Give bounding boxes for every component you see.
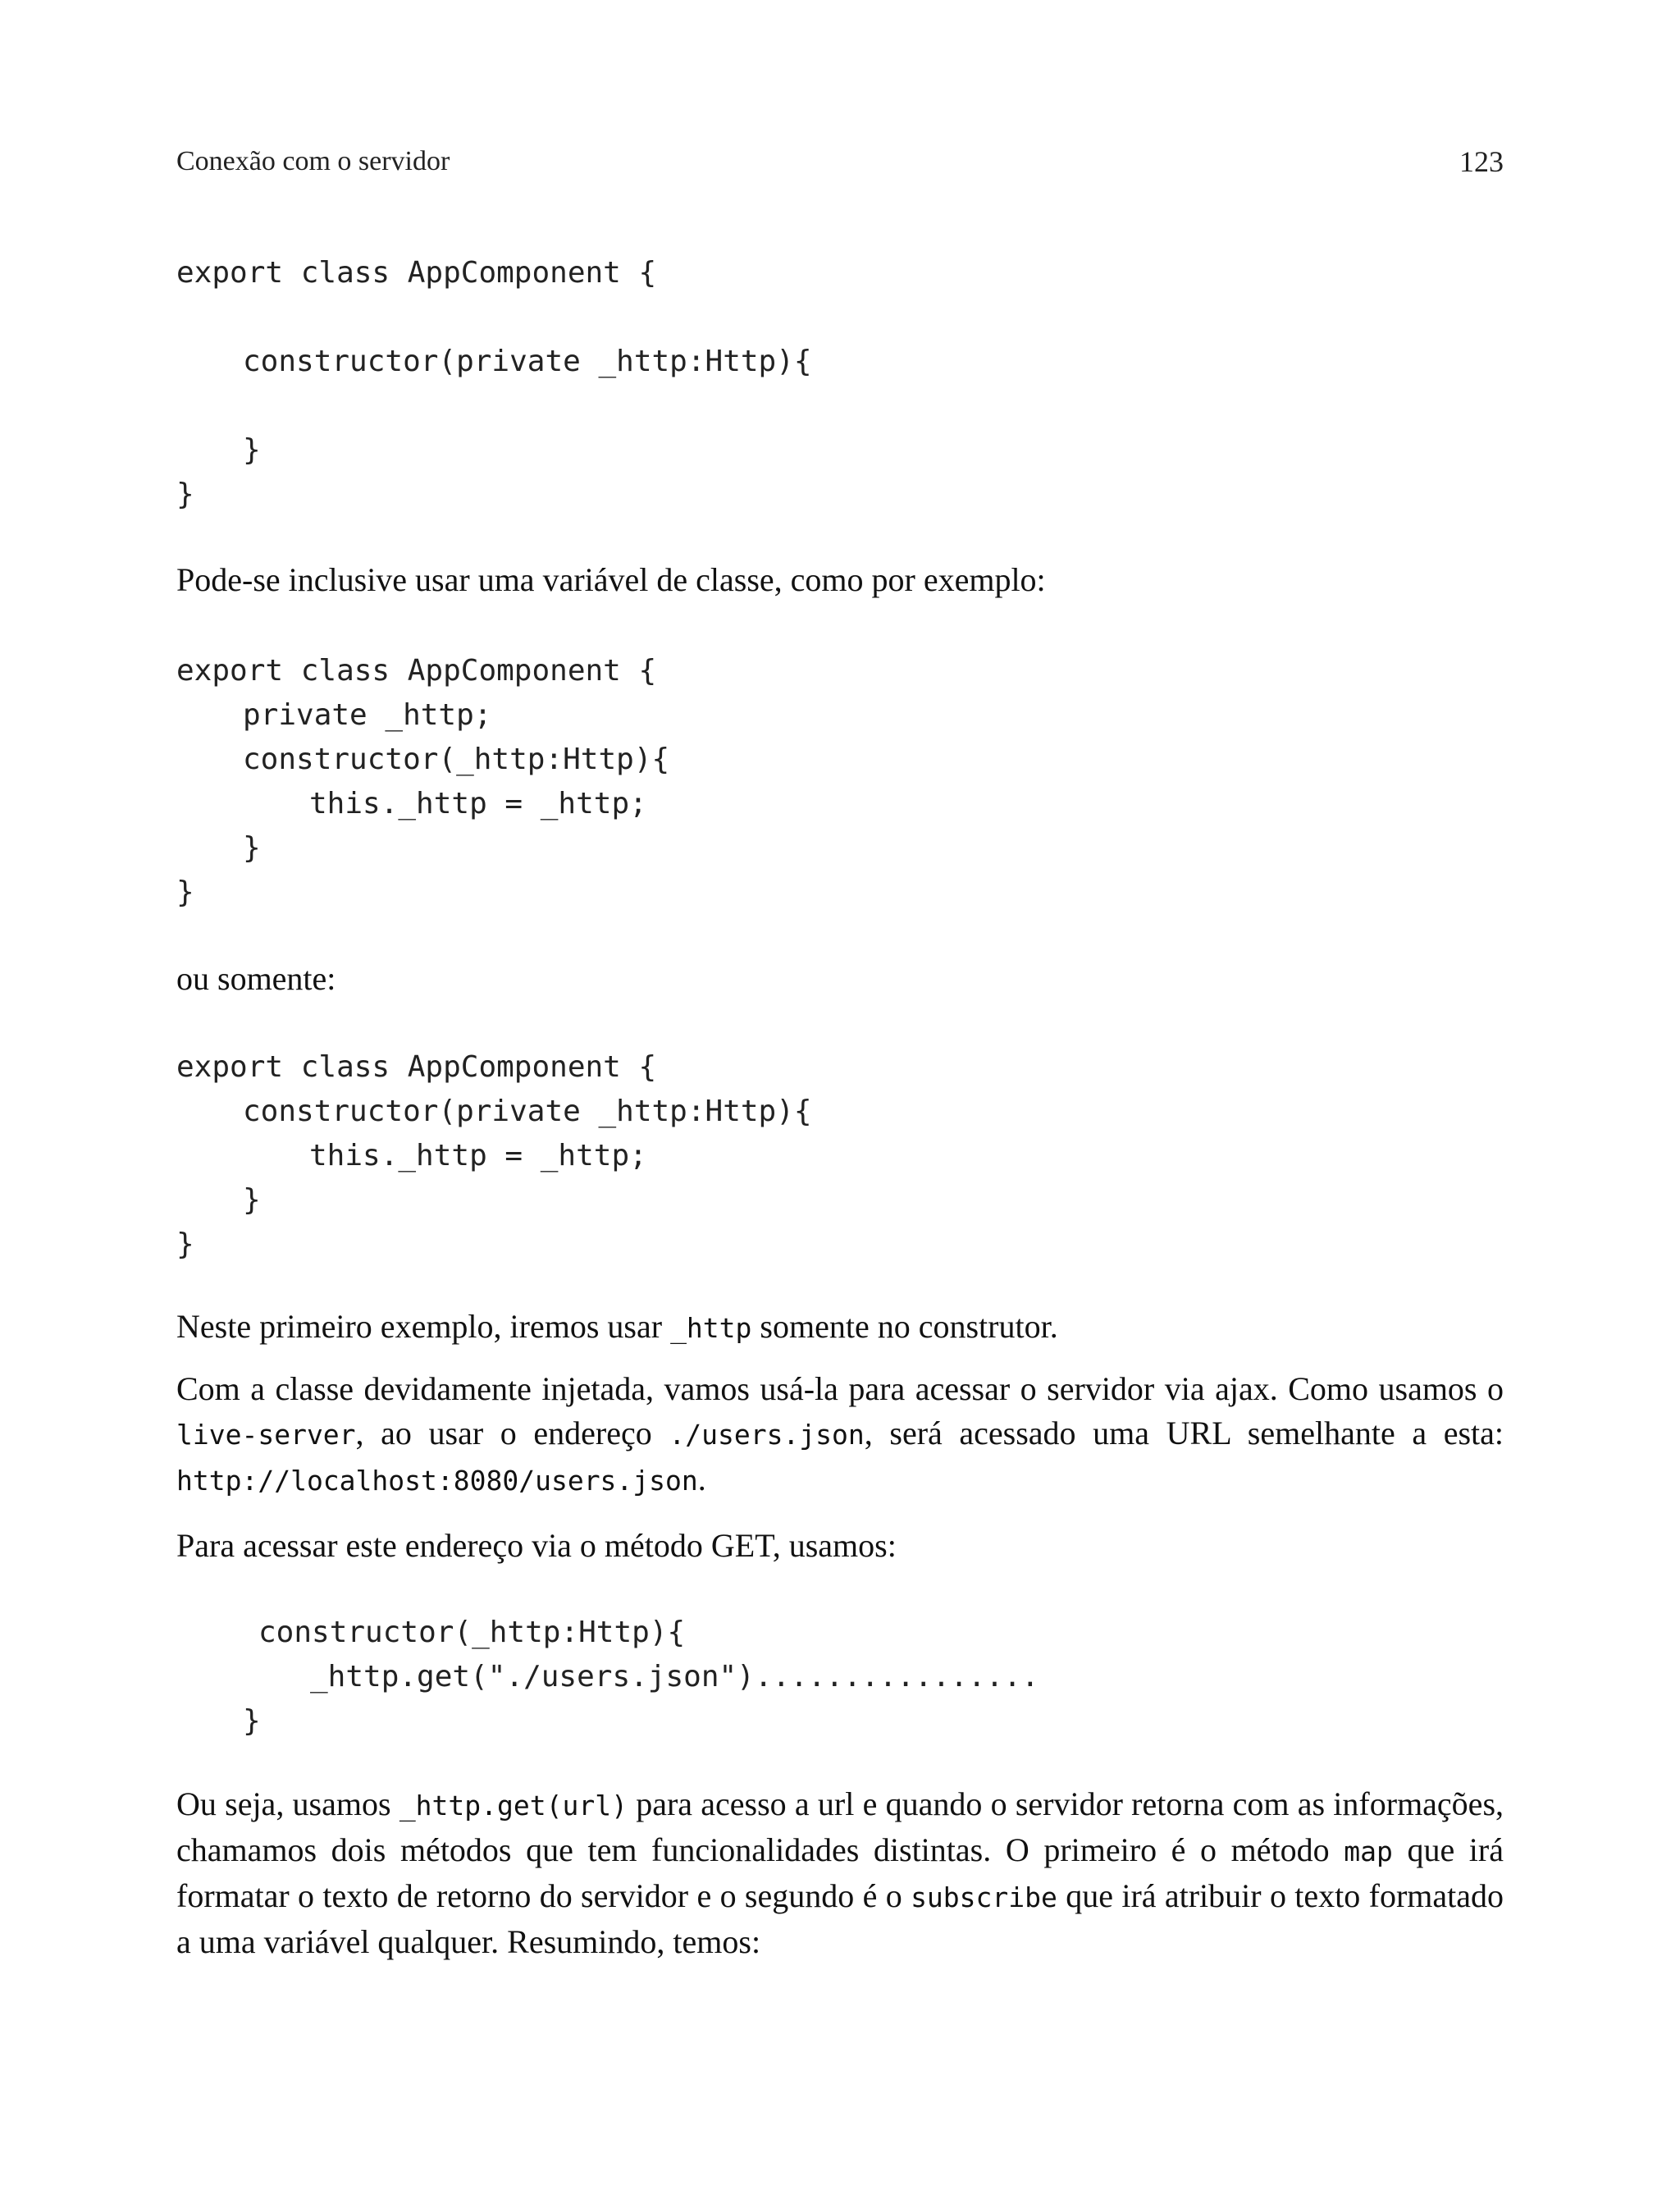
text: Com a classe devidamente injetada, vamos usá-la para acessar o servidor via ajax. Como usamos o xyxy=(176,1370,1504,1407)
code-block-constructor-injection xyxy=(176,251,812,517)
code-block-private-constructor xyxy=(176,1045,812,1267)
code-line: constructor(private _http:Http){ xyxy=(243,1095,812,1128)
paragraph: ou somente: xyxy=(176,960,336,997)
inline-code: subscribe xyxy=(911,1881,1057,1913)
text: , será acessado uma URL semelhante a esta: xyxy=(864,1415,1504,1451)
code-line: } xyxy=(243,1704,261,1738)
code-block-class-variable xyxy=(176,649,669,915)
code-line: } xyxy=(176,478,194,511)
code-line xyxy=(176,384,812,428)
code-block-http-get xyxy=(176,1611,1039,1744)
code-line: } xyxy=(243,433,261,467)
paragraph xyxy=(176,1367,1504,1503)
text: , ao usar o endereço xyxy=(355,1415,669,1451)
paragraph xyxy=(176,1782,1504,1964)
text: que irá atribuir o texto formatado a uma variável qualquer. Resumindo, temos: xyxy=(176,1877,1504,1960)
paragraph: Pode-se inclusive usar uma variável de classe, como por exemplo: xyxy=(176,561,1046,598)
code-line: export class AppComponent { xyxy=(176,1050,657,1084)
code-line: export class AppComponent { xyxy=(176,654,657,688)
code-line: export class AppComponent { xyxy=(176,256,657,290)
inline-code: _http xyxy=(670,1312,752,1344)
text: somente no construtor. xyxy=(751,1308,1058,1345)
inline-code: live-server xyxy=(176,1419,356,1451)
text: . xyxy=(697,1460,706,1497)
page-number: 123 xyxy=(1459,145,1504,178)
code-line: this._http = _http; xyxy=(309,787,647,821)
text: que irá formatar o texto de retorno do servidor e o segundo é o xyxy=(176,1831,1504,1914)
code-line: constructor(private _http:Http){ xyxy=(243,345,812,378)
code-line: } xyxy=(176,875,194,909)
code-line: } xyxy=(243,831,261,865)
code-line: } xyxy=(243,1183,261,1217)
code-line: constructor(_http:Http){ xyxy=(243,743,670,776)
inline-code: map xyxy=(1344,1835,1393,1867)
inline-code: http://localhost:8080/users.json xyxy=(176,1465,698,1497)
inline-code: ./users.json xyxy=(669,1419,865,1451)
code-line: this._http = _http; xyxy=(309,1139,647,1172)
inline-code: _http.get(url) xyxy=(399,1790,628,1822)
code-line: } xyxy=(176,1227,194,1261)
paragraph xyxy=(176,1305,1504,1351)
text: Neste primeiro exemplo, iremos usar xyxy=(176,1308,671,1345)
code-line: constructor(_http:Http){ xyxy=(258,1616,686,1649)
code-line xyxy=(176,295,812,340)
paragraph: Para acessar este endereço via o método GET, usamos: xyxy=(176,1527,897,1564)
text: para acesso a url e quando o servidor retorna com as informações, chamamos dois métodos que tem funcionalidades distintas. O primeiro é o método xyxy=(176,1785,1504,1868)
code-line: _http.get("./users.json")................ xyxy=(310,1660,1039,1694)
text: Ou seja, usamos xyxy=(176,1785,399,1822)
running-head: Conexão com o servidor xyxy=(176,146,450,176)
code-line: private _http; xyxy=(243,698,492,732)
